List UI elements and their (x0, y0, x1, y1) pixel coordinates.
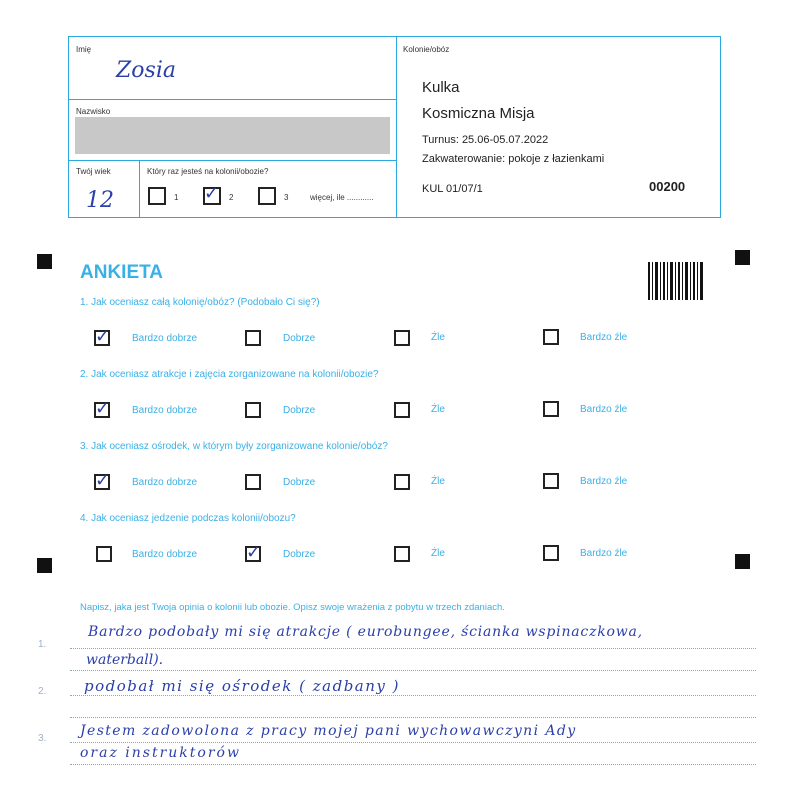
opinion-line-1b[interactable]: waterball). (86, 652, 164, 668)
turnus-text: Turnus: 25.06-05.07.2022 (422, 134, 549, 146)
registration-marker (37, 558, 52, 573)
writing-line (70, 695, 756, 696)
ktory-raz-option-2: 2 (229, 193, 234, 202)
q3-option-dobrze: Dobrze (283, 477, 316, 488)
q2-option-dobrze: Dobrze (283, 405, 316, 416)
q4-checkbox-bardzo-zle[interactable] (543, 545, 559, 561)
q3-checkbox-bardzo-zle[interactable] (543, 473, 559, 489)
q4-option-zle: Źle (431, 548, 445, 559)
imie-value[interactable]: Zosia (116, 58, 176, 83)
checkmark-icon: ✓ (95, 398, 111, 419)
ktory-raz-checkbox-2[interactable] (203, 183, 221, 205)
opinion-line-3[interactable]: Jestem zadowolona z pracy mojej pani wychowawczyni Ady (80, 723, 577, 739)
ktory-raz-checkbox-3[interactable] (258, 187, 276, 205)
imie-label: Imię (76, 45, 92, 54)
ktory-raz-checkbox-1[interactable] (148, 187, 166, 205)
opinion-line-2[interactable]: podobał mi się ośrodek ( zadbany ) (84, 677, 401, 695)
q4-checkbox-zle[interactable] (394, 546, 410, 562)
writing-line (70, 670, 756, 671)
q2-checkbox-bardzo-zle[interactable] (543, 401, 559, 417)
q2-checkbox-bardzo-dobrze[interactable] (94, 398, 111, 419)
registration-marker (735, 250, 750, 265)
registration-marker (37, 254, 52, 269)
wiecej-label: więcej, ile ............ (310, 193, 374, 202)
q2-checkbox-dobrze[interactable] (245, 402, 261, 418)
q4-option-bardzo-dobrze: Bardzo dobrze (132, 549, 198, 560)
question-4: 4. Jak oceniasz jedzenie podczas kolonii/obozu? (80, 513, 296, 524)
wiek-label: Twój wiek (76, 167, 111, 176)
q1-checkbox-bardzo-zle[interactable] (543, 329, 559, 345)
q2-option-zle: Źle (431, 404, 445, 415)
q3-checkbox-dobrze[interactable] (245, 474, 261, 490)
kolonia-label: Kolonie/obóz (403, 45, 450, 54)
q4-checkbox-bardzo-dobrze[interactable] (96, 546, 112, 562)
writing-line (70, 742, 756, 743)
q3-option-zle: Źle (431, 476, 445, 487)
opinion-prompt: Napisz, jaka jest Twoja opinia o kolonii lub obozie. Opisz swoje wrażenia z pobytu w trzech zdaniach. (80, 602, 505, 613)
line-number-2: 2. (38, 686, 47, 697)
registration-marker (735, 554, 750, 569)
zakwaterowanie-text: Zakwaterowanie: pokoje z łazienkami (422, 153, 605, 165)
q3-checkbox-zle[interactable] (394, 474, 410, 490)
q3-option-bardzo-zle: Bardzo źle (580, 476, 628, 487)
survey-title: ANKIETA (80, 262, 164, 283)
writing-line (70, 764, 756, 765)
writing-line (70, 717, 756, 718)
camp-code: KUL 01/07/1 (422, 183, 483, 195)
camp-name: Kulka (422, 79, 460, 96)
nazwisko-redacted (75, 117, 390, 154)
q1-option-bardzo-dobrze: Bardzo dobrze (132, 333, 198, 344)
q1-checkbox-bardzo-dobrze[interactable] (94, 326, 111, 347)
q2-option-bardzo-zle: Bardzo źle (580, 404, 628, 415)
line-number-1: 1. (38, 639, 47, 650)
q4-option-dobrze: Dobrze (283, 549, 316, 560)
question-1: 1. Jak oceniasz całą kolonię/obóz? (Podobało Ci się?) (80, 297, 320, 308)
q1-checkbox-zle[interactable] (394, 330, 410, 346)
checkmark-icon: ✓ (95, 326, 111, 347)
line-number-3: 3. (38, 733, 47, 744)
writing-line (70, 648, 756, 649)
q1-option-bardzo-zle: Bardzo źle (580, 332, 628, 343)
q4-checkbox-dobrze[interactable] (245, 542, 262, 563)
opinion-line-3b[interactable]: oraz instruktorów (80, 745, 241, 761)
ktory-raz-option-3: 3 (284, 193, 289, 202)
wiek-value[interactable]: 12 (86, 188, 114, 213)
q2-checkbox-zle[interactable] (394, 402, 410, 418)
camp-program: Kosmiczna Misja (422, 105, 535, 122)
checkmark-icon: ✓ (204, 183, 220, 204)
checkmark-icon: ✓ (95, 470, 111, 491)
barcode-icon (648, 262, 704, 300)
form-number: 00200 (649, 179, 686, 194)
question-3: 3. Jak oceniasz ośrodek, w którym były zorganizowane kolonie/obóz? (80, 441, 388, 452)
q2-option-bardzo-dobrze: Bardzo dobrze (132, 405, 198, 416)
ktory-raz-option-1: 1 (174, 193, 179, 202)
q3-option-bardzo-dobrze: Bardzo dobrze (132, 477, 198, 488)
opinion-line-1[interactable]: Bardzo podobały mi się atrakcje ( eurobungee, ścianka wspinaczkowa, (88, 624, 643, 640)
q1-option-dobrze: Dobrze (283, 333, 316, 344)
nazwisko-label: Nazwisko (76, 107, 111, 116)
q1-checkbox-dobrze[interactable] (245, 330, 261, 346)
ktory-raz-label: Który raz jesteś na kolonii/obozie? (147, 167, 269, 176)
q3-checkbox-bardzo-dobrze[interactable] (94, 470, 111, 491)
question-2: 2. Jak oceniasz atrakcje i zajęcia zorganizowane na kolonii/obozie? (80, 369, 379, 380)
q4-option-bardzo-zle: Bardzo źle (580, 548, 628, 559)
checkmark-icon: ✓ (246, 542, 262, 563)
q1-option-zle: Źle (431, 332, 445, 343)
